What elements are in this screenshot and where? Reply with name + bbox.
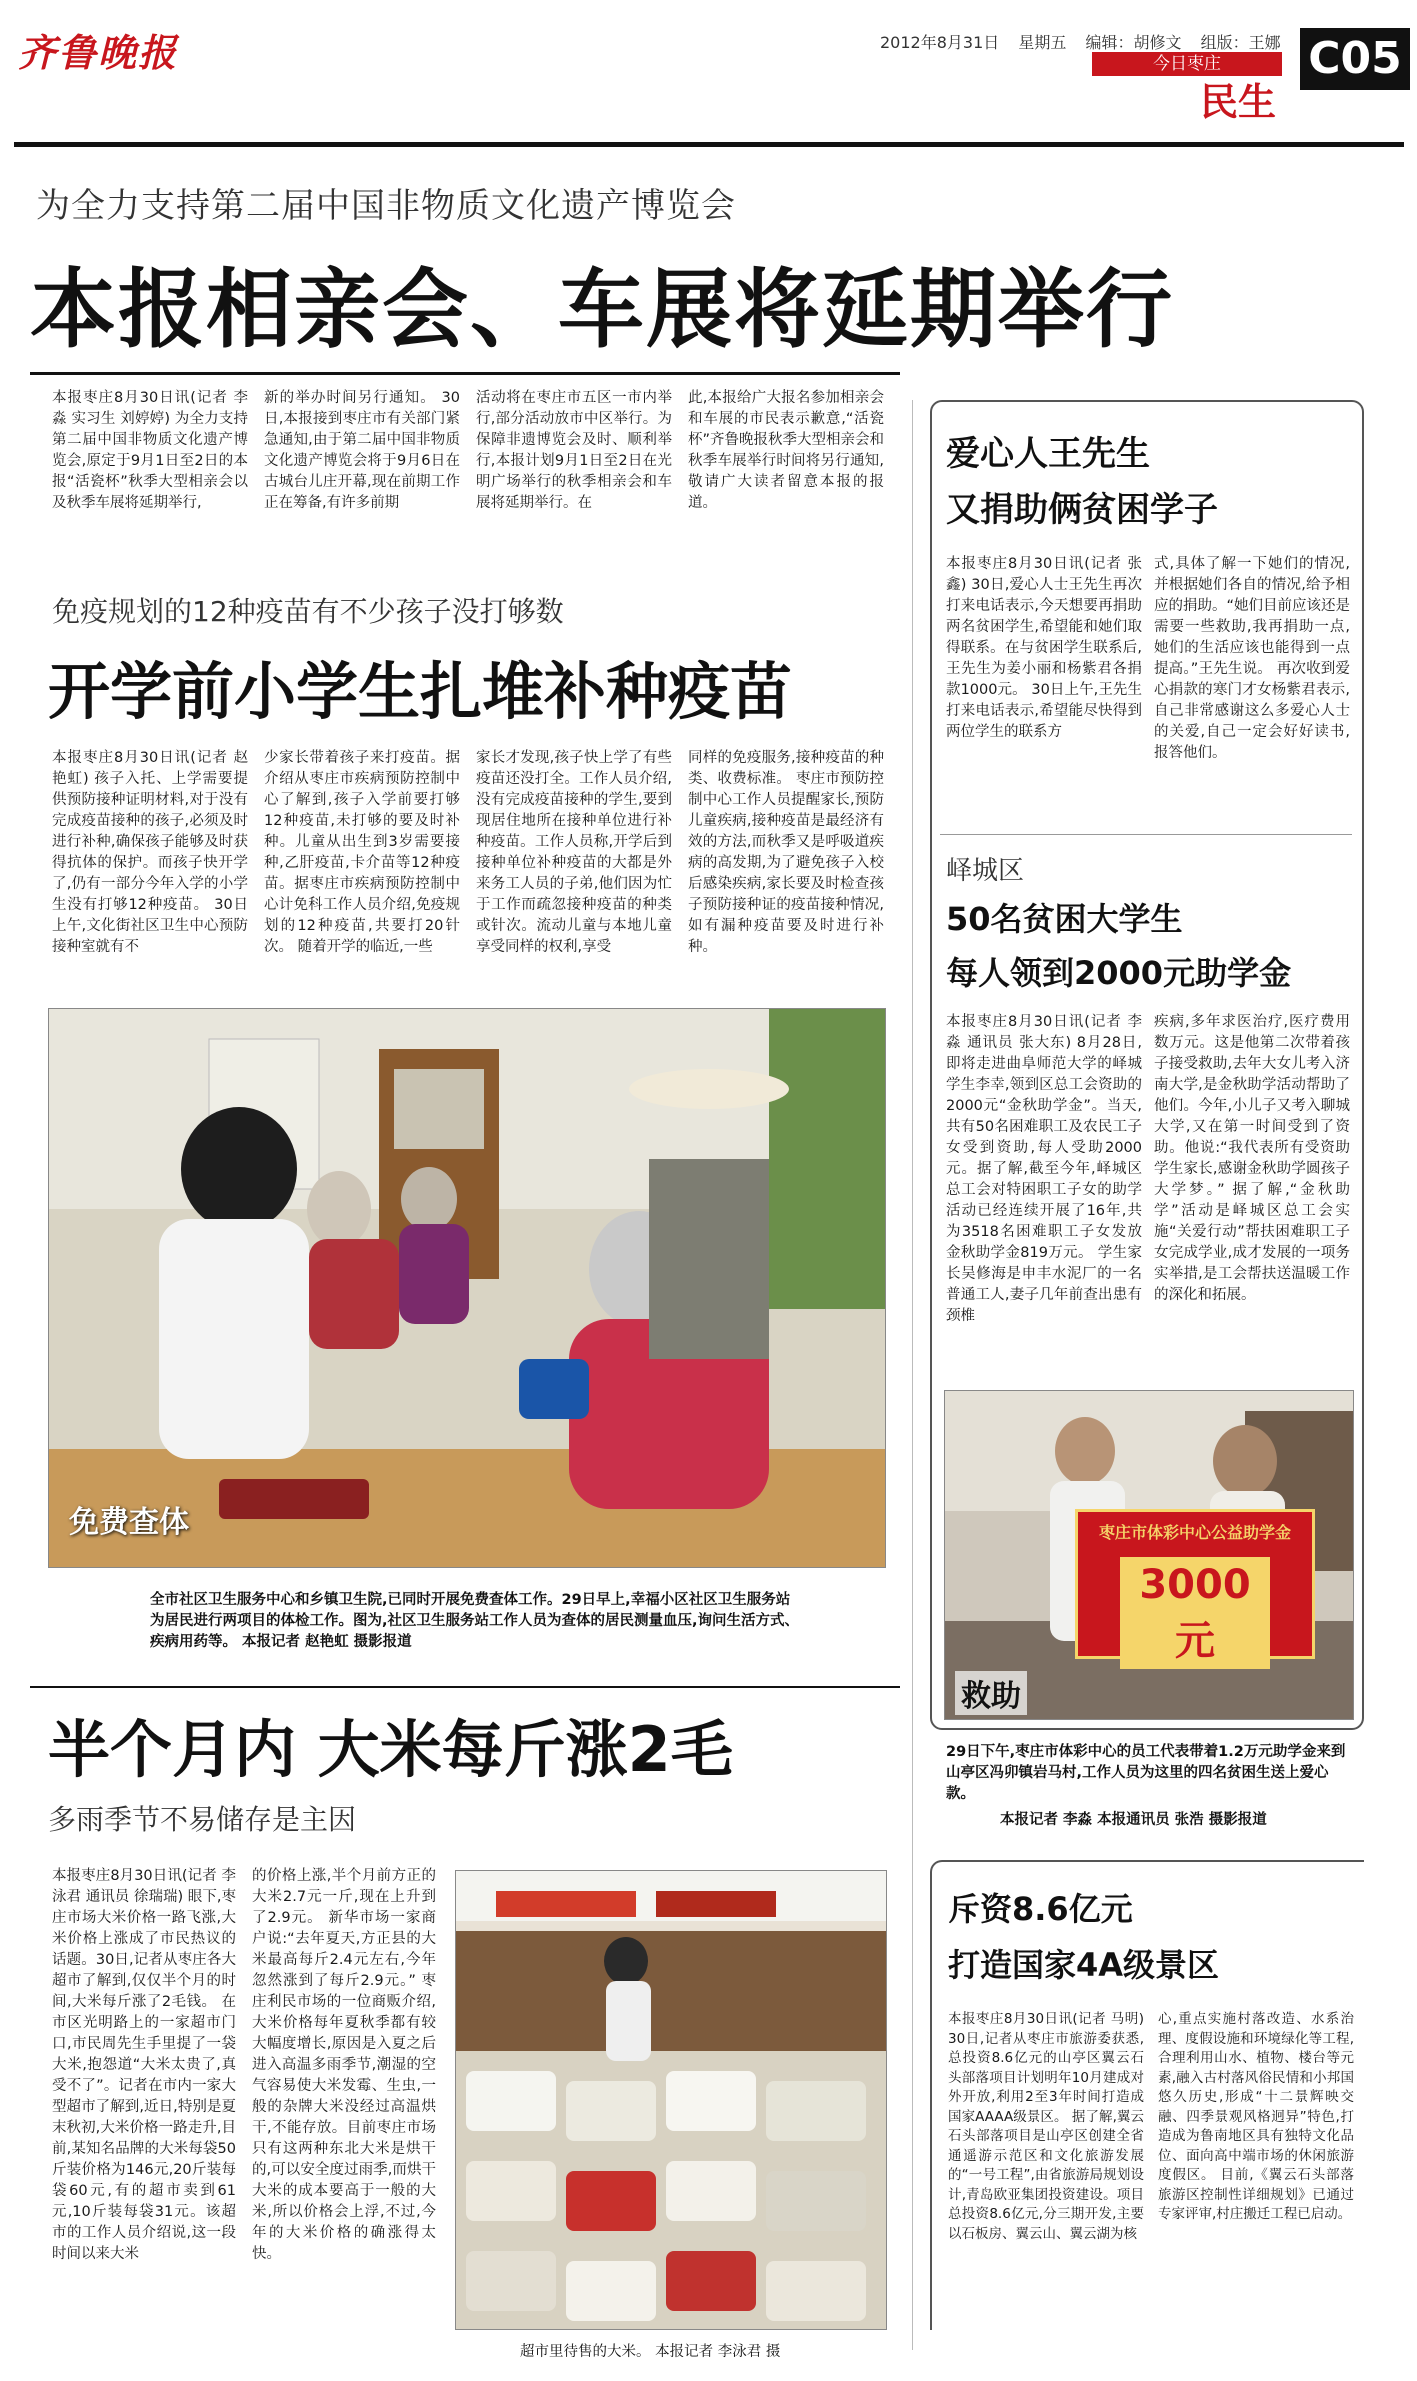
- designer-credit: 组版：王娜: [1200, 33, 1281, 52]
- lead-col-1: 本报枣庄8月30日讯(记者 李淼 实习生 刘婷婷) 为全力支持第二届中国非物质文化遗产博览会,原定于9月1日至2日的本报“活瓷杯”秋季大型相亲会以及秋季车展将延期举行,: [52, 390, 248, 511]
- rice-top-rule: [30, 1686, 900, 1688]
- checkup-photo: [48, 1008, 886, 1568]
- section-sub-label: 今日枣庄: [1092, 52, 1282, 76]
- side2-col-2: 疾病,多年求医治疗,医疗费用数万元。这是他第二次带着孩子接受救助,去年大女儿考入济南大学,是金秋助学活动帮助了他们。今年,小儿子又考入聊城大学,又在第一时间受到了资助。他说:“我代表所有受资助学生家长,感谢金秋助学圆孩子大学梦。” 据了解,“金秋助学”活动是峄城区总工会实施“关爱行动”帮扶困难职工子女完成学业,成才发展的一项务实举措,是工会帮扶送温暖工作的深化和拓展。: [1154, 1014, 1350, 1303]
- side3-headline-2: 打造国家4A级景区: [948, 1946, 1220, 1984]
- side1-headline-2: 又捐助俩贫困学子: [946, 490, 1218, 530]
- side3-col-2: 心,重点实施村落改造、水系治理、度假设施和环境绿化等工程,合理利用山水、植物、楼台等元素,融入古村落风俗民情和小邦国悠久历史,形成“十二景辉映交融、四季景观风格迥异”特色,打造成为鲁南地区具有独特文化品位、面向高中端市场的休闲旅游度假区。 目前,《翼云石头部落旅游区控制性详细规划》已通过专家评审,村庄搬迁工程已启动。: [1158, 2011, 1354, 2222]
- lead-kicker: 为全力支持第二届中国非物质文化遗产博览会: [36, 186, 736, 226]
- lead-col-4: 此,本报给广大报名参加相亲会和车展的市民表示歉意,“活瓷杯”齐鲁晚报秋季大型相亲会和秋季车展举行时间将另行通知,敬请广大读者留意本报的报道。: [688, 390, 885, 511]
- issue-date: 2012年8月31日: [880, 33, 1000, 52]
- side1-col-2: 式,具体了解一下她们的情况,并根据她们各自的情况,给予相应的捐助。“她们目前应该还是需要一些救助,我再捐助一点,她们的生活应该也能得到一点提高。”王先生说。 再次收到爱心捐款的寒门才女杨紫君表示,自己非常感谢这么多爱心人士的关爱,自己一定会好好读书,报答他们。: [1154, 556, 1351, 761]
- donation-board-amount: 3000元: [1120, 1557, 1270, 1669]
- lead-rule: [30, 372, 900, 375]
- editor-credit: 编辑：胡修文: [1085, 33, 1182, 52]
- side2-headline-1: 50名贫困大学生: [946, 900, 1183, 938]
- donation-photo: [944, 1390, 1354, 1720]
- side1-headline-1: 爱心人王先生: [946, 434, 1150, 474]
- donation-photo-credit: 本报记者 李淼 本报通讯员 张浩 摄影报道: [1000, 1812, 1267, 1828]
- rice-col-1: 本报枣庄8月30日讯(记者 李泳君 通讯员 徐瑞瑞) 眼下,枣庄市场大米价格一路飞涨,大米价格上涨成了市民热议的话题。30日,记者从枣庄各大超市了解到,仅仅半个月的时间,大米每斤涨了2毛钱。 在市区光明路上的一家超市门口,市民周先生手里提了一袋大米,抱怨道“大米太贵了,真受不了”。记者在市内一家大型超市了解到,近日,特别是夏末秋初,大米价格一路走升,目前,某知名品牌的大米每袋50斤装价格为146元,20斤装每袋60元,有的超市卖到61元,10斤装每袋31元。该超市的工作人员介绍说,这一段时间以来大米: [52, 1868, 236, 2262]
- vaccine-kicker: 免疫规划的12种疫苗有不少孩子没打够数: [52, 595, 564, 628]
- side2-col-1: 本报枣庄8月30日讯(记者 李淼 通讯员 张大东) 8月28日,即将走进曲阜师范大学的峄城学生李幸,领到区总工会资助的2000元“金秋助学金”。当天,共有50名困难职工及农民工子女受到资助,每人受助2000元。据了解,截至今年,峄城区总工会对特困职工子女的助学活动已经连续开展了16年,共为3518名困难职工子女发放金秋助学金819万元。 学生家长吴修海是申丰水泥厂的一名普通工人,妻子几年前查出患有颈椎: [946, 1014, 1142, 1324]
- page-number: C05: [1300, 28, 1410, 90]
- side-rule-1: [940, 834, 1352, 835]
- rice-photo: [455, 1870, 887, 2330]
- column-divider: [912, 400, 913, 2350]
- masthead-rule: [14, 142, 1404, 147]
- rice-headline: 半个月内 大米每斤涨2毛: [48, 1713, 733, 1786]
- rice-photo-caption: 超市里待售的大米。 本报记者 李泳君 摄: [520, 2344, 781, 2360]
- donation-photo-tag: 救助: [955, 1671, 1027, 1715]
- issue-weekday: 星期五: [1018, 33, 1067, 52]
- vaccine-col-1: 本报枣庄8月30日讯(记者 赵艳虹) 孩子入托、上学需要提供预防接种证明材料,对于没有完成疫苗接种的孩子,必须及时进行补种,确保孩子能够及时获得抗体的保护。而孩子快开学了,仍有一部分今年入学的小学生没有打够12种疫苗。 30日上午,文化街社区卫生中心预防接种室就有不: [52, 750, 248, 955]
- side3-col-1: 本报枣庄8月30日讯(记者 马明) 30日,记者从枣庄市旅游委获悉,总投资8.6亿元的山亭区翼云石头部落项目计划明年10月建成对外开放,利用2至3年时间打造成国家AAAA级景区。 据了解,翼云石头部落项目是山亭区创建全省通遥游示范区和文化旅游发展的“一号工程”,由省旅游局规划设计,青岛欧亚集团投资建设。项目总投资8.6亿元,分三期开发,主要以石板房、翼云山、翼云湖为核: [948, 2011, 1144, 2242]
- vaccine-col-4: 同样的免疫服务,接种疫苗的种类、收费标准。 枣庄市预防控制中心工作人员提醒家长,预防儿童疾病,接种疫苗是最经济有效的方法,而秋季又是呼吸道疾病的高发期,为了避免孩子入校后感染疾病,家长要及时检查孩子预防接种证的疫苗接种情况,如有漏种疫苗要及时进行补种。: [688, 750, 884, 955]
- rice-subhead: 多雨季节不易储存是主因: [48, 1803, 357, 1836]
- side3-headline-1: 斥资8.6亿元: [948, 1890, 1133, 1928]
- vaccine-col-3: 家长才发现,孩子快上学了有些疫苗还没打全。工作人员介绍,没有完成疫苗接种的学生,要到现居住地所在接种单位进行补种疫苗。工作人员称,开学后到接种单位补种疫苗的大都是外来务工人员的子弟,他们因为忙于工作而疏忽接种疫苗的种类或针次。流动儿童与本地儿童享受同样的权利,享受: [476, 750, 672, 955]
- donation-photo-caption: 29日下午,枣庄市体彩中心的员工代表带着1.2万元助学金来到山亭区冯卯镇岩马村,工作人员为这里的四名贫困生送上爱心款。: [946, 1744, 1346, 1802]
- masthead-meta: [880, 30, 1295, 53]
- lead-col-2: 新的举办时间另行通知。 30日,本报接到枣庄市有关部门紧急通知,由于第二届中国非物质文化遗产博览会将于9月6日在古城台儿庄开幕,现在前期工作正在筹备,有许多前期: [264, 390, 460, 511]
- donation-board: [1075, 1509, 1315, 1664]
- lead-col-3: 活动将在枣庄市五区一市内举行,部分活动放市中区举行。为保障非遗博览会及时、顺利举行,本报计划9月1日至2日在光明广场举行的秋季相亲会和车展将延期举行。在: [476, 390, 672, 511]
- checkup-photo-tag: 免费查体: [69, 1505, 189, 1540]
- newspaper-logo: 齐鲁晚报: [18, 30, 179, 75]
- side1-col-1: 本报枣庄8月30日讯(记者 张鑫) 30日,爱心人士王先生再次打来电话表示,今天想要再捐助两名贫困学生,希望能和她们取得联系。在与贫困学生联系后,王先生为姜小丽和杨紫君各捐款1000元。 30日上午,王先生打来电话表示,希望能尽快得到两位学生的联系方: [946, 556, 1142, 740]
- side2-headline-2: 每人领到2000元助学金: [946, 954, 1292, 992]
- checkup-photo-illustration: [49, 1009, 886, 1568]
- donation-board-title: 枣庄市体彩中心公益助学金: [1098, 1523, 1291, 1542]
- rice-photo-illustration: [456, 1871, 887, 2330]
- vaccine-col-2: 少家长带着孩子来打疫苗。据介绍从枣庄市疾病预防控制中心了解到,孩子入学前要打够12种疫苗,未打够的要及时补种。儿童从出生到3岁需要接种,乙肝疫苗,卡介苗等12种疫苗。据枣庄市疾病预防控制中心计免科工作人员介绍,免疫规划的12种疫苗,共要打20针次。 随着开学的临近,一些: [264, 750, 460, 955]
- checkup-photo-caption: 全市社区卫生服务中心和乡镇卫生院,已同时开展免费查体工作。29日早上,幸福小区社区卫生服务站为居民进行两项目的体检工作。图为,社区卫生服务站工作人员为查体的居民测量血压,询问生活方式、疾病用药等。 本报记者 赵艳虹 摄影报道: [150, 1592, 800, 1650]
- section-label: 民生: [1199, 80, 1276, 124]
- rice-col-2: 的价格上涨,半个月前方正的大米2.7元一斤,现在上升到了2.9元。 新华市场一家商户说:“去年夏天,方正县的大米最高每斤2.4元左右,今年忽然涨到了每斤2.9元。” 枣庄利民市场的一位商贩介绍,大米价格每年夏秋季都有较大幅度增长,原因是入夏之后进入高温多雨季节,潮湿的空气容易使大米发霉、生虫,一般的杂牌大米没经过高温烘干,不能存放。目前枣庄市场只有这两种东北大米是烘干的,可以安全度过雨季,而烘干大米的成本要高于一般的大米,所以价格会上浮,不过,今年的大米价格的确涨得太快。: [252, 1868, 436, 2262]
- lead-headline: 本报相亲会、车展将延期举行: [30, 260, 1174, 360]
- side2-kicker: 峄城区: [946, 856, 1025, 886]
- vaccine-headline: 开学前小学生扎堆补种疫苗: [48, 655, 793, 728]
